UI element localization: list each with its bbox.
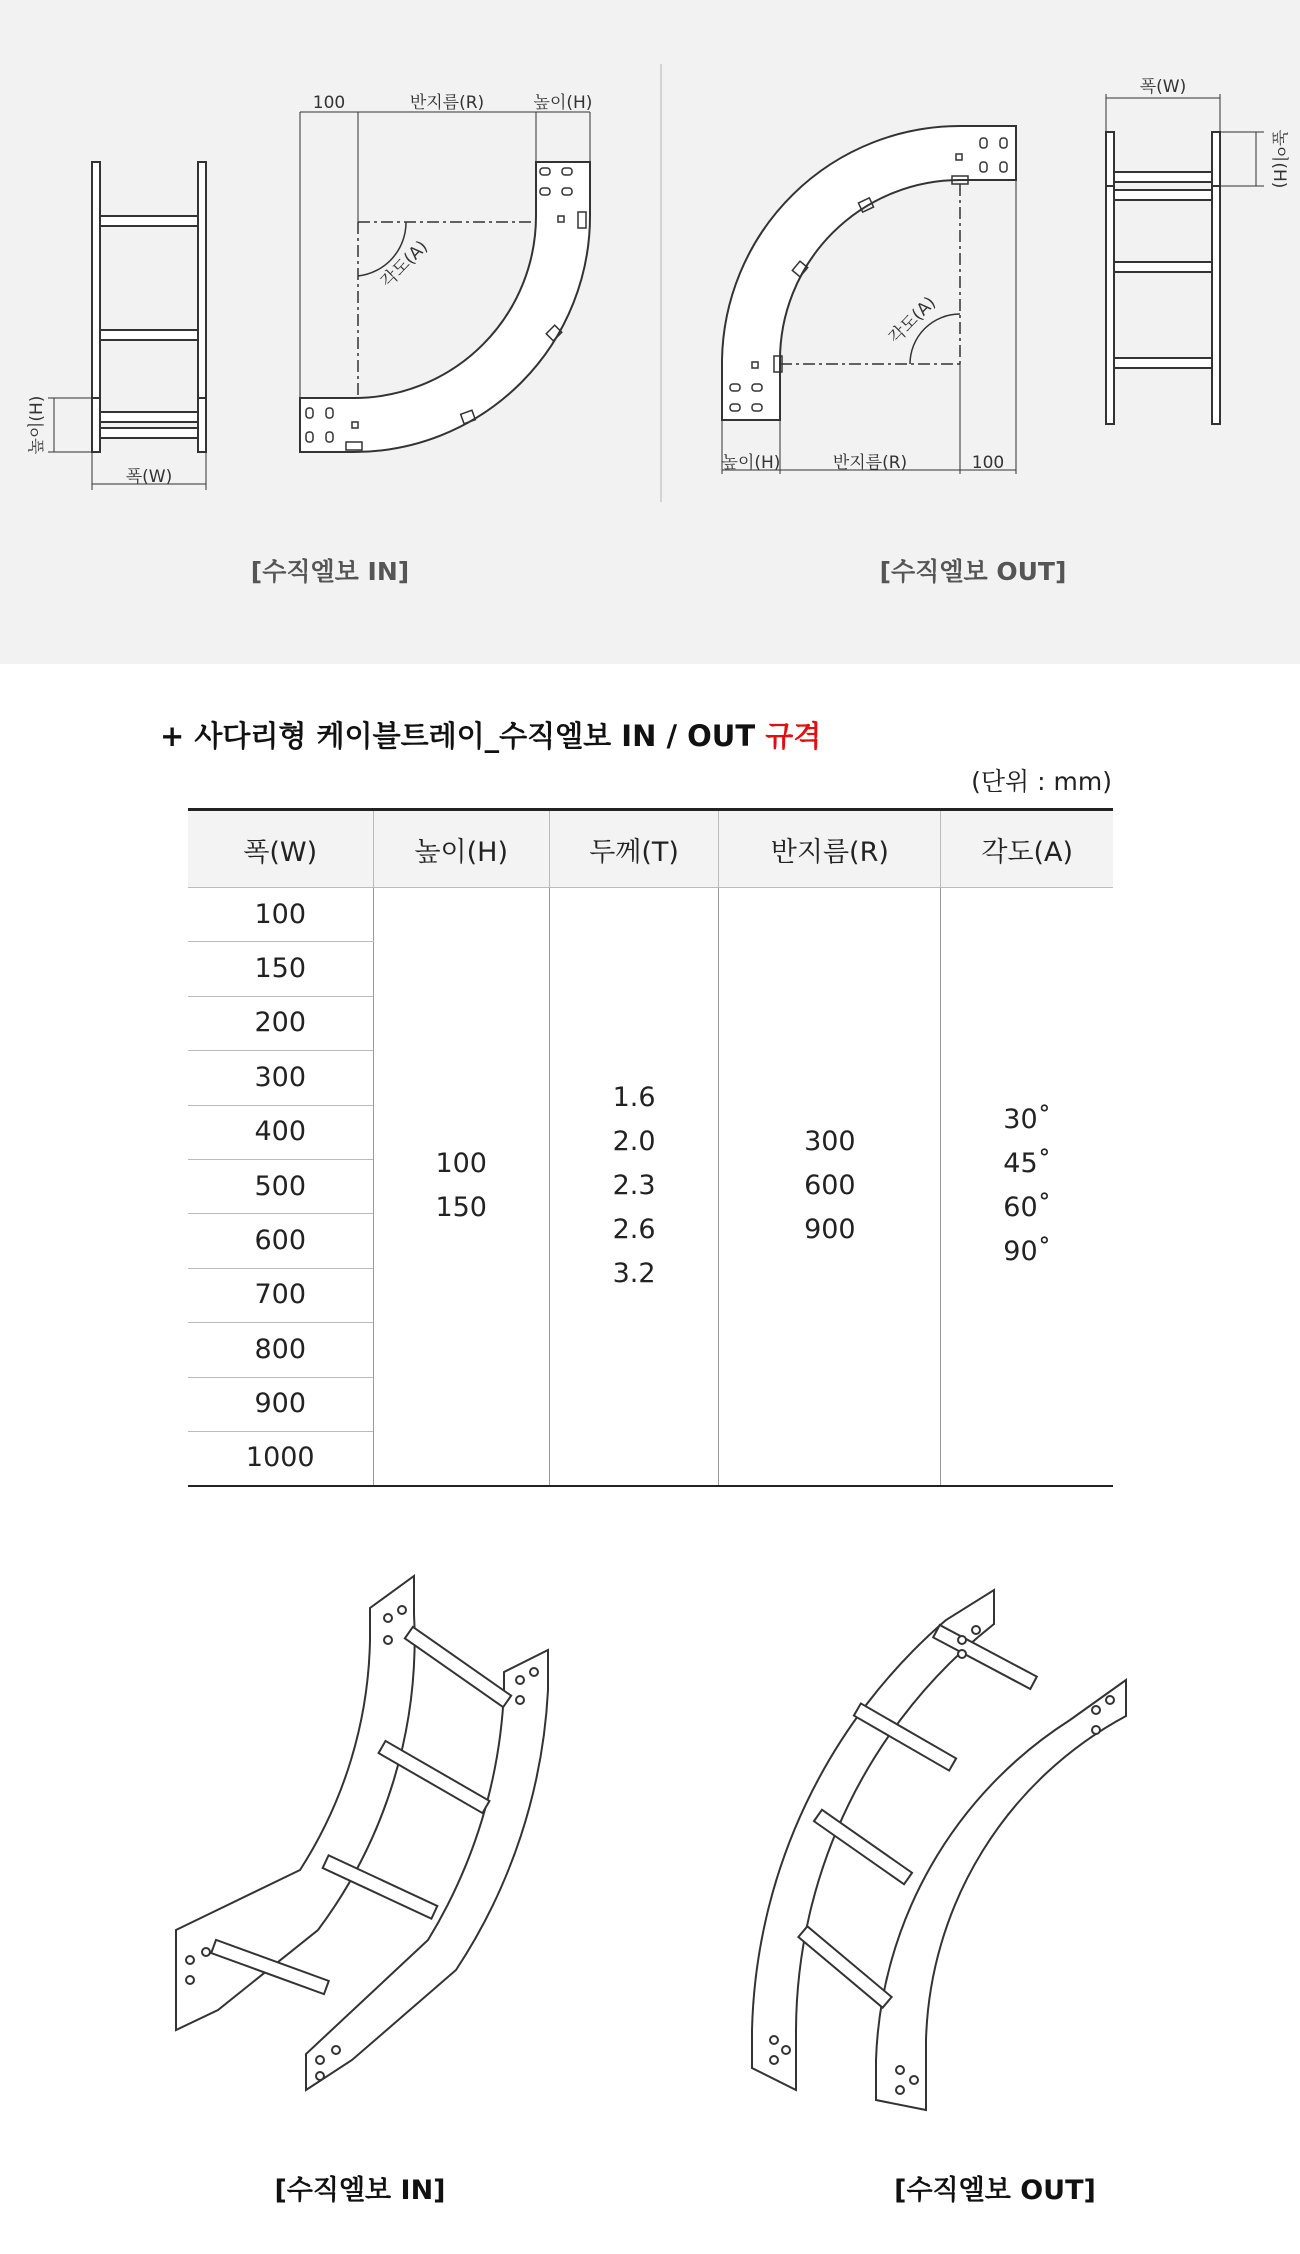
in-plan-radius-label: 반지름(R) — [409, 93, 485, 113]
out-side-width-label: 폭(W) — [1139, 77, 1187, 97]
angle-value: 90˚ — [1003, 1236, 1052, 1268]
product-out-illustration — [752, 1590, 1126, 2110]
in-side-height-label: 높이(H) — [27, 395, 47, 455]
thickness-cell — [549, 888, 718, 1486]
width-cell: 1000 — [188, 1431, 373, 1485]
header-width: 폭(W) — [188, 810, 373, 888]
width-cell: 300 — [188, 1051, 373, 1105]
angle-value: 45˚ — [1003, 1148, 1052, 1180]
header-angle: 각도(A) — [941, 810, 1113, 888]
width-cell: 900 — [188, 1377, 373, 1431]
height-value: 150 — [435, 1192, 487, 1224]
in-plan-100-label: 100 — [312, 93, 346, 113]
table-row — [188, 888, 1113, 942]
width-cell: 400 — [188, 1105, 373, 1159]
thickness-value: 1.6 — [612, 1082, 656, 1114]
width-cell: 150 — [188, 942, 373, 996]
radius-value: 300 — [804, 1126, 856, 1158]
header-height: 높이(H) — [373, 810, 549, 888]
height-cell — [373, 888, 549, 1486]
width-cell: 200 — [188, 996, 373, 1050]
out-plan-height-label: 높이(H) — [721, 453, 781, 473]
angle-cell — [941, 888, 1113, 1486]
product-in-illustration — [176, 1576, 548, 2090]
radius-cell — [719, 888, 941, 1486]
out-plan-view — [722, 126, 1016, 474]
height-value: 100 — [435, 1148, 487, 1180]
in-side-width-label: 폭(W) — [125, 467, 173, 487]
radius-value: 900 — [804, 1214, 856, 1246]
width-cell: 500 — [188, 1159, 373, 1213]
header-radius: 반지름(R) — [719, 810, 941, 888]
spec-table — [188, 808, 1113, 1487]
width-cell: 100 — [188, 888, 373, 942]
drawing-panel — [0, 0, 1300, 664]
spec-title-text: + 사다리형 케이블트레이_수직엘보 IN / OUT — [160, 719, 756, 753]
spec-title — [160, 714, 821, 755]
in-plan-view — [300, 112, 590, 452]
thickness-value: 2.0 — [612, 1126, 656, 1158]
out-plan-angle-label: 각도(A) — [884, 292, 940, 348]
out-plan-100-label: 100 — [971, 453, 1005, 473]
drawing-caption-out: [수직엘보 OUT] — [879, 557, 1067, 586]
thickness-value: 3.2 — [612, 1258, 656, 1290]
radius-value: 600 — [804, 1170, 856, 1202]
in-plan-height-label: 높이(H) — [533, 93, 593, 113]
angle-value: 60˚ — [1003, 1192, 1052, 1224]
in-side-view — [48, 162, 206, 490]
width-cell: 600 — [188, 1214, 373, 1268]
spec-title-accent: 규격 — [765, 719, 822, 753]
product-caption-out: [수직엘보 OUT] — [894, 2175, 1096, 2206]
out-side-height-label: 높이(H) — [1269, 129, 1289, 189]
width-cell: 700 — [188, 1268, 373, 1322]
header-thickness: 두께(T) — [549, 810, 718, 888]
angle-value: 30˚ — [1003, 1104, 1052, 1136]
out-side-view — [1106, 94, 1264, 424]
thickness-value: 2.6 — [612, 1214, 656, 1246]
table-header-row — [188, 810, 1113, 888]
width-cell: 800 — [188, 1323, 373, 1377]
thickness-value: 2.3 — [612, 1170, 656, 1202]
drawing-caption-in: [수직엘보 IN] — [250, 557, 410, 586]
unit-label: (단위 : mm) — [971, 767, 1112, 796]
out-plan-radius-label: 반지름(R) — [832, 453, 908, 473]
in-plan-angle-label: 각도(A) — [376, 236, 432, 292]
product-caption-in: [수직엘보 IN] — [274, 2175, 446, 2206]
